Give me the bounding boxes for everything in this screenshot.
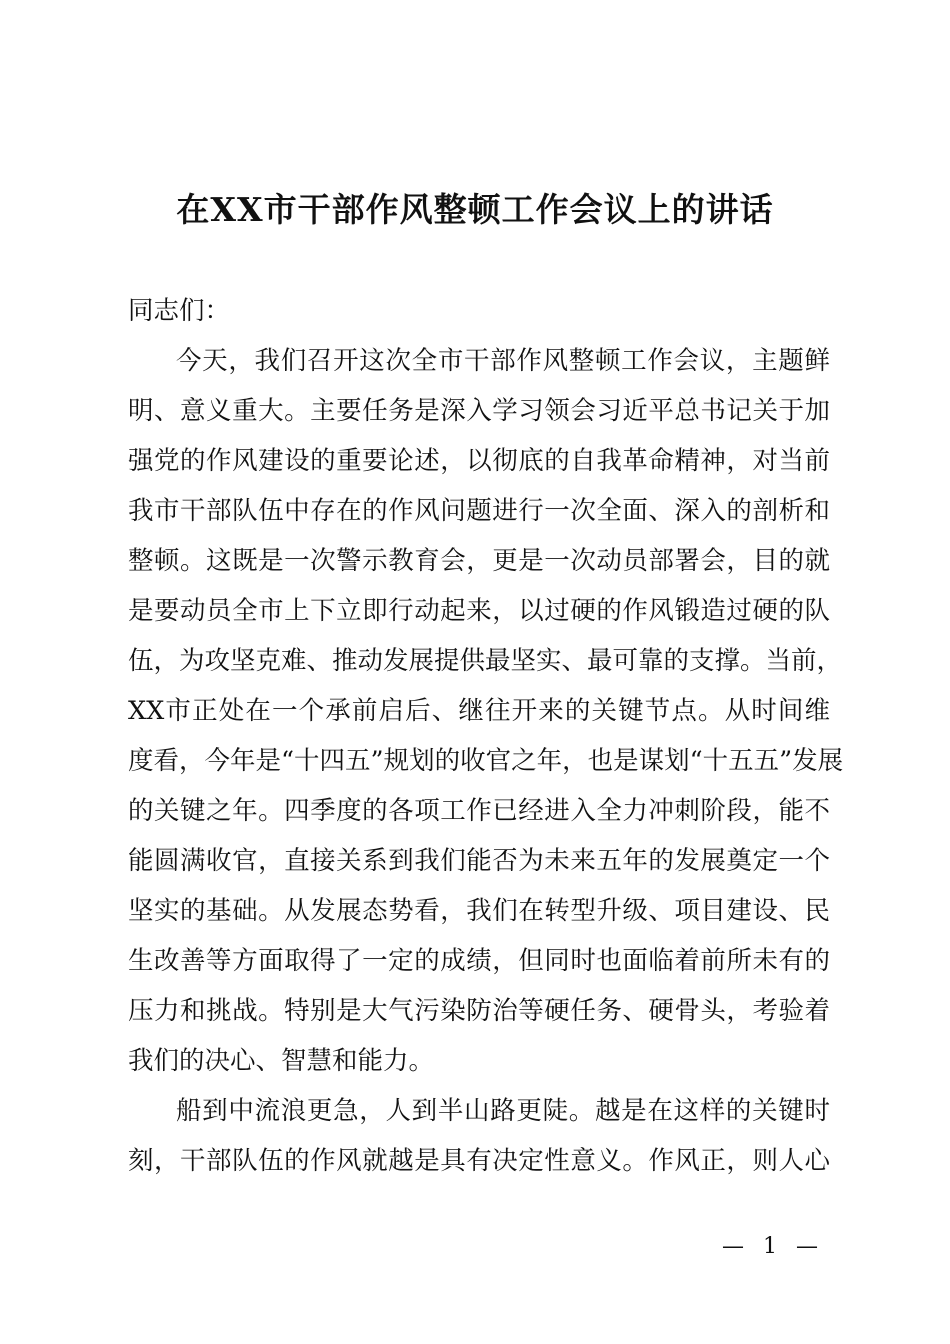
text-line: 我市干部队伍中存在的作风问题进行一次全面、深入的剖析和 bbox=[128, 496, 830, 526]
text-line: 船到中流浪更急，人到半山路更陡。越是在这样的关键时 bbox=[176, 1096, 830, 1126]
text-line: 度看，今年是“十四五”规划的收官之年，也是谋划“十五五”发展 bbox=[128, 746, 844, 776]
text-line: XX市正处在一个承前启后、继往开来的关键节点。从时间维 bbox=[128, 696, 830, 726]
text-line: 我们的决心、智慧和能力。 bbox=[128, 1046, 435, 1076]
text-line: 能圆满收官，直接关系到我们能否为未来五年的发展奠定一个 bbox=[128, 846, 830, 876]
text-line: 的关键之年。四季度的各项工作已经进入全力冲刺阶段，能不 bbox=[128, 796, 830, 826]
paragraph bbox=[128, 336, 844, 1086]
text-line: 坚实的基础。从发展态势看，我们在转型升级、项目建设、民 bbox=[128, 896, 830, 926]
text-line: 强党的作风建设的重要论述，以彻底的自我革命精神，对当前 bbox=[128, 446, 830, 476]
paragraph bbox=[128, 1086, 830, 1186]
text-line: 刻，干部队伍的作风就越是具有决定性意义。作风正，则人心 bbox=[128, 1146, 830, 1176]
salutation: 同志们： bbox=[128, 296, 231, 326]
text-line: 明、意义重大。主要任务是深入学习领会习近平总书记关于加 bbox=[128, 396, 830, 426]
text-line: 压力和挑战。特别是大气污染防治等硬任务、硬骨头，考验着 bbox=[128, 996, 830, 1026]
text-line: 伍，为攻坚克难、推动发展提供最坚实、最可靠的支撑。当前， bbox=[128, 646, 843, 676]
text-line: 整顿。这既是一次警示教育会，更是一次动员部署会，目的就 bbox=[128, 546, 830, 576]
document-body bbox=[128, 286, 844, 1186]
page-number: — 1 — bbox=[722, 1234, 824, 1259]
text-line: 生改善等方面取得了一定的成绩，但同时也面临着前所未有的 bbox=[128, 946, 830, 976]
document-title: 在XX市干部作风整顿工作会议上的讲话 bbox=[176, 190, 774, 229]
paragraphs bbox=[128, 336, 844, 1186]
text-line: 今天，我们召开这次全市干部作风整顿工作会议，主题鲜 bbox=[176, 346, 830, 376]
text-line: 是要动员全市上下立即行动起来，以过硬的作风锻造过硬的队 bbox=[128, 596, 830, 626]
